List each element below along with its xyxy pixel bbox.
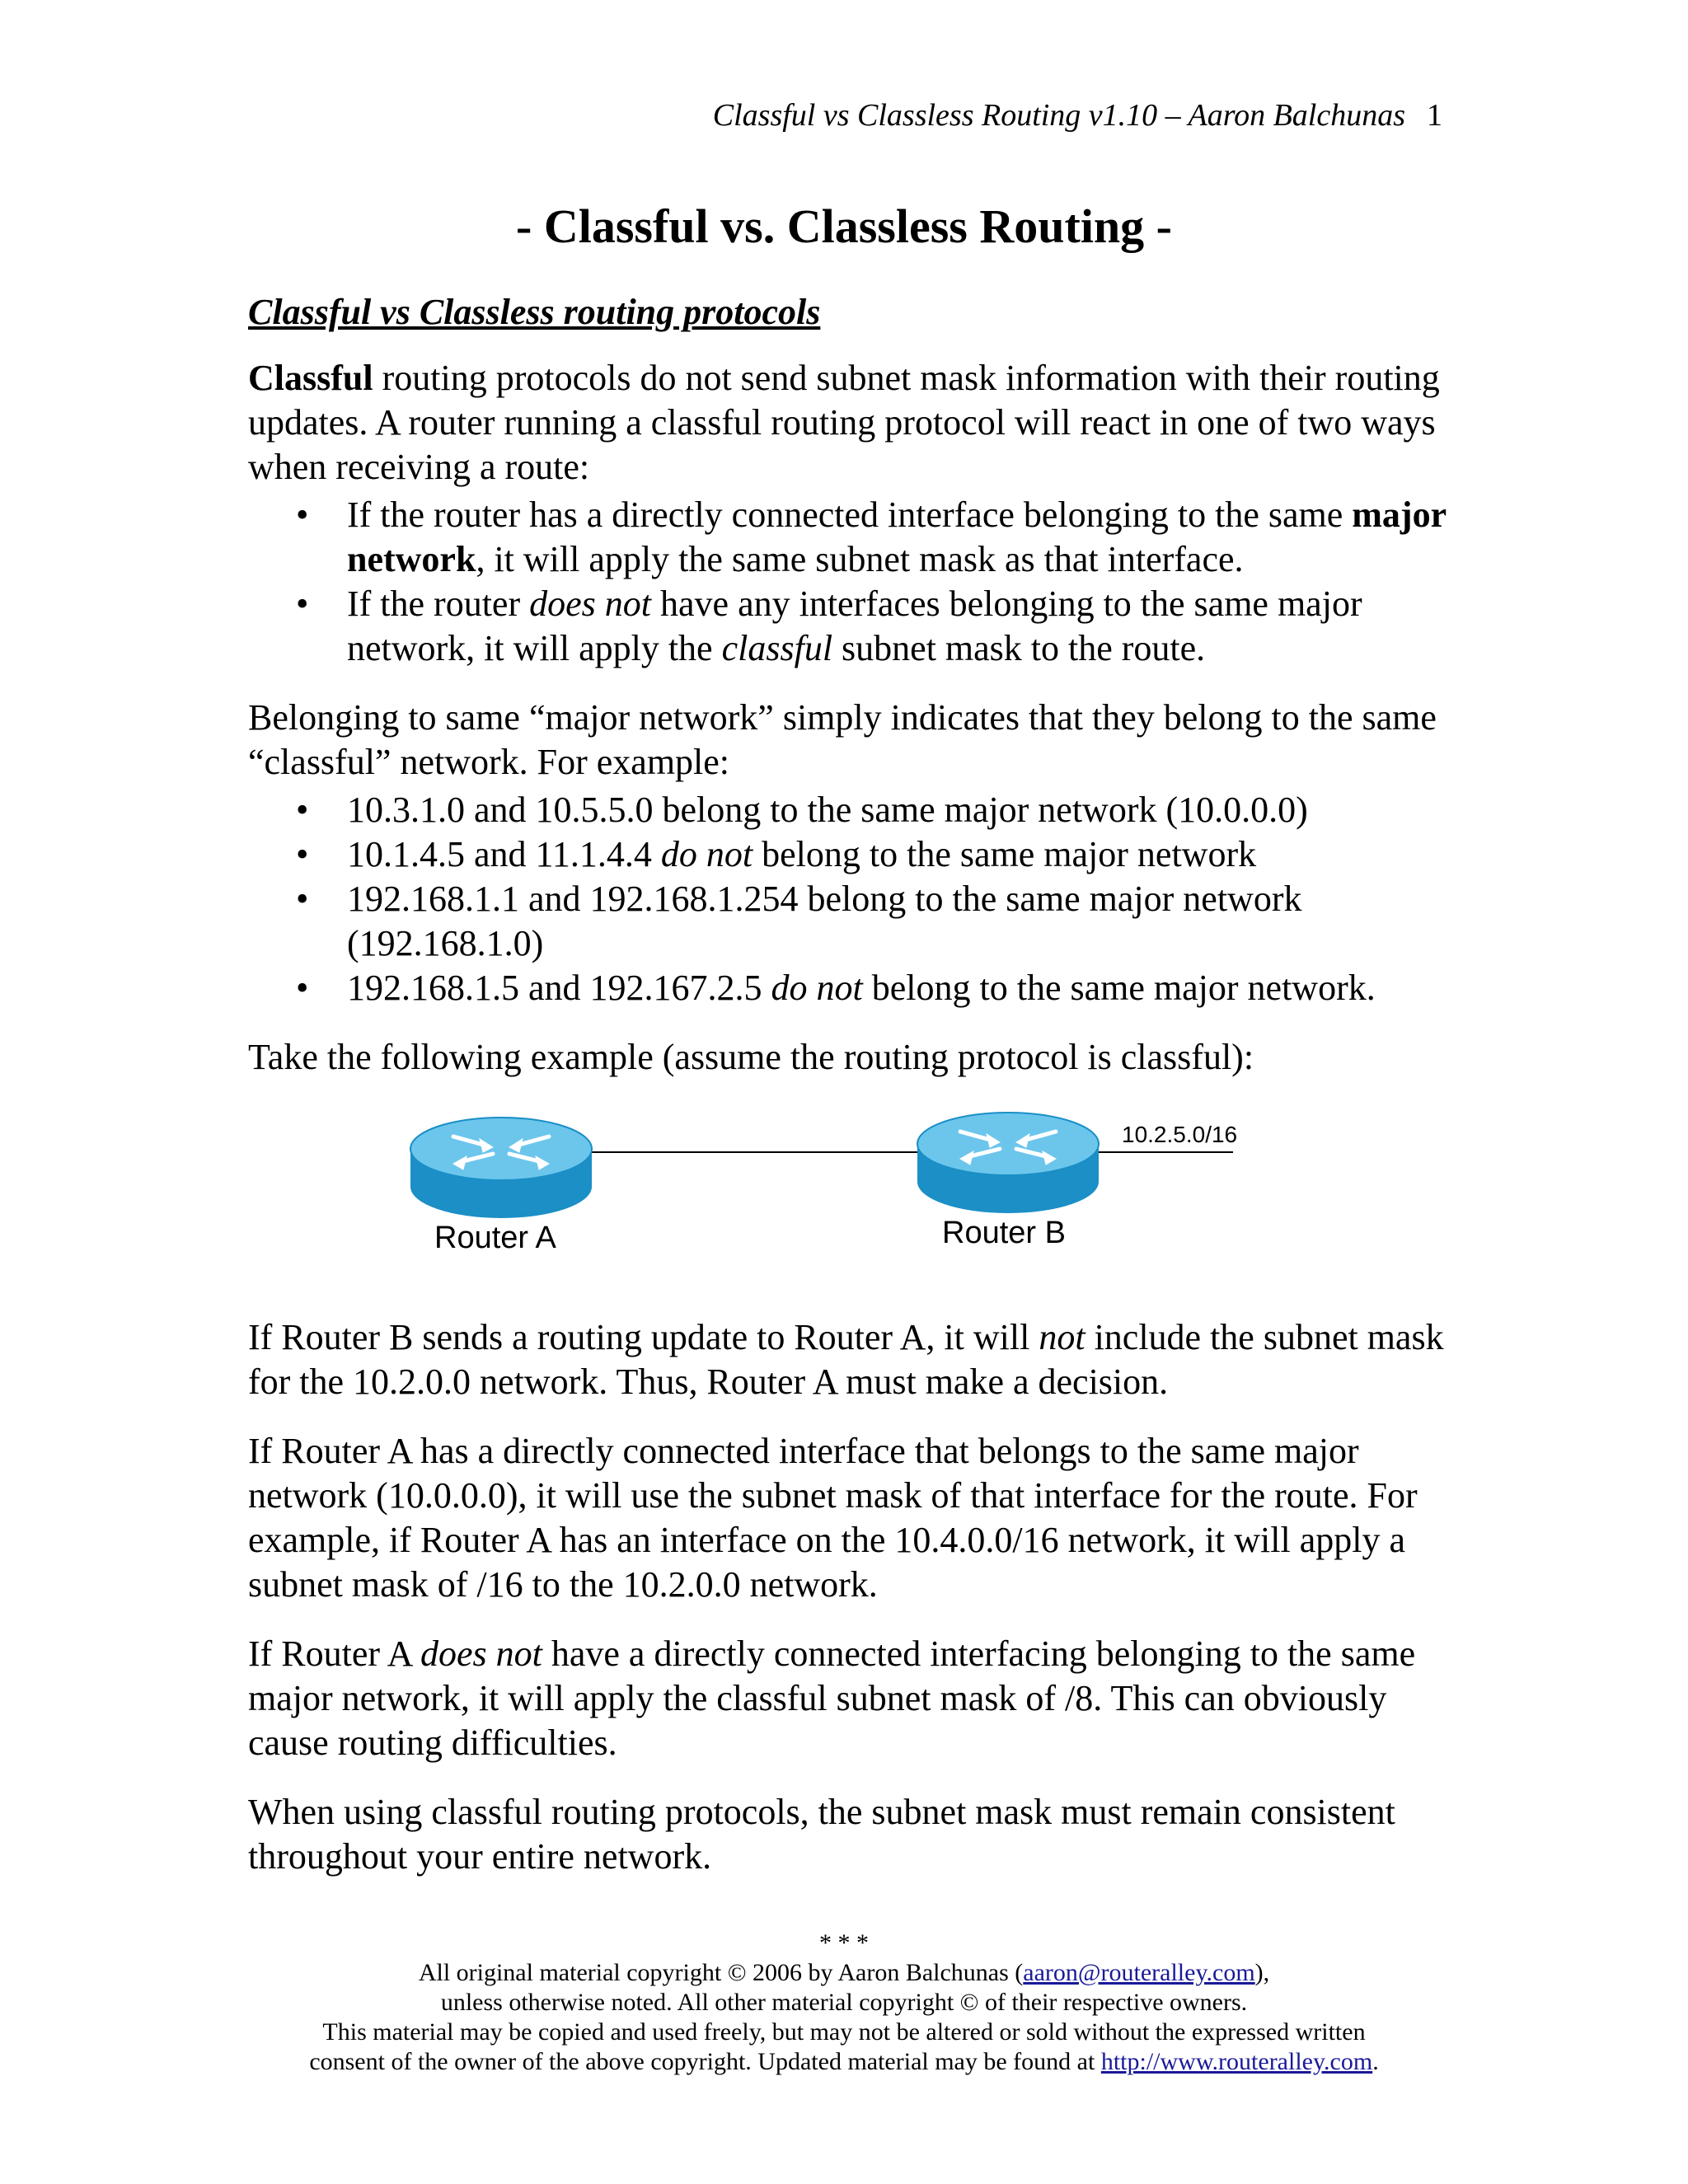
email-link[interactable]: aaron@routeralley.com [1023,1959,1255,1986]
network-diagram [248,1099,1451,1297]
page-title: - Classful vs. Classless Routing - [516,199,1172,253]
router-a-icon [410,1118,592,1218]
intro-paragraph: Classful routing protocols do not send subnet mask information with their routing updates. A router running a classful routing protocol will react in one of two ways when receiving a route: [248,358,1440,487]
not-connected-paragraph: If Router A does not have a directly connected interfacing belonging to the same major network, it will apply the classful subnet mask of /8. This can obviously cause routing difficulties. [248,1633,1416,1763]
router-a-label: Router A [434,1221,556,1255]
copyright-footer [0,1929,1688,2077]
example-intro: Take the following example (assume the routing protocol is classful): [248,1037,1254,1077]
footer-line-3: This material may be copied and used freely, but may not be altered or sold without the expressed written [322,2018,1366,2046]
list-item: • If the router has a directly connected interface belonging to the same major network, it will apply the same subnet mask as that interface. [248,493,1451,582]
example-list [248,788,1451,1010]
network-label: 10.2.5.0/16 [1122,1122,1238,1147]
running-title: Classful vs Classless Routing v1.10 – Aaron Balchunas [712,98,1405,133]
running-header [247,97,1442,134]
footer-line-4: consent of the owner of the above copyright. Updated material may be found at http://www.routeralley.com. [309,2048,1379,2075]
list-item: • 192.168.1.5 and 192.167.2.5 do not belong to the same major network. [248,966,1451,1010]
list-item: • If the router does not have any interfaces belonging to the same major network, it will apply the classful subnet mask to the route. [248,582,1451,671]
footer-stars: * * * [819,1929,869,1957]
reaction-list [248,493,1451,671]
network-diagram-svg [248,1099,1451,1297]
footer-line-1: All original material copyright © 2006 by Aaron Balchunas (aaron@routeralley.com), [418,1959,1270,1986]
list-item: • 10.1.4.5 and 11.1.4.4 do not belong to the same major network [248,832,1451,877]
website-link[interactable]: http://www.routeralley.com [1100,2048,1373,2075]
major-network-paragraph: Belonging to same “major network” simply indicates that they belong to the same “classful” network. For example: [248,697,1437,782]
consistency-paragraph: When using classful routing protocols, the subnet mask must remain consistent throughout your entire network. [248,1792,1395,1877]
list-item: • 192.168.1.1 and 192.168.1.254 belong to the same major network (192.168.1.0) [248,877,1451,966]
document-body [248,290,1451,1904]
page-number: 1 [1427,98,1442,133]
list-item: • 10.3.1.0 and 10.5.5.0 belong to the same major network (10.0.0.0) [248,788,1451,832]
section-heading: Classful vs Classless routing protocols [248,292,821,332]
footer-line-2: unless otherwise noted. All other material copyright © of their respective owners. [440,1989,1248,2016]
router-b-label: Router B [942,1216,1066,1250]
router-b-icon [917,1113,1099,1213]
classful-term: Classful [248,358,373,398]
update-paragraph: If Router B sends a routing update to Router A, it will not include the subnet mask for the 10.2.0.0 network. Thus, Router A must make a decision. [248,1317,1444,1402]
connected-paragraph: If Router A has a directly connected interface that belongs to the same major network (10.0.0.0), it will use the subnet mask of that interface for the route. For example, if Router A has an interface on the 10.4.0.0/16 network, it will apply a subnet mask of /16 to the 10.2.0.0 network. [248,1431,1418,1605]
